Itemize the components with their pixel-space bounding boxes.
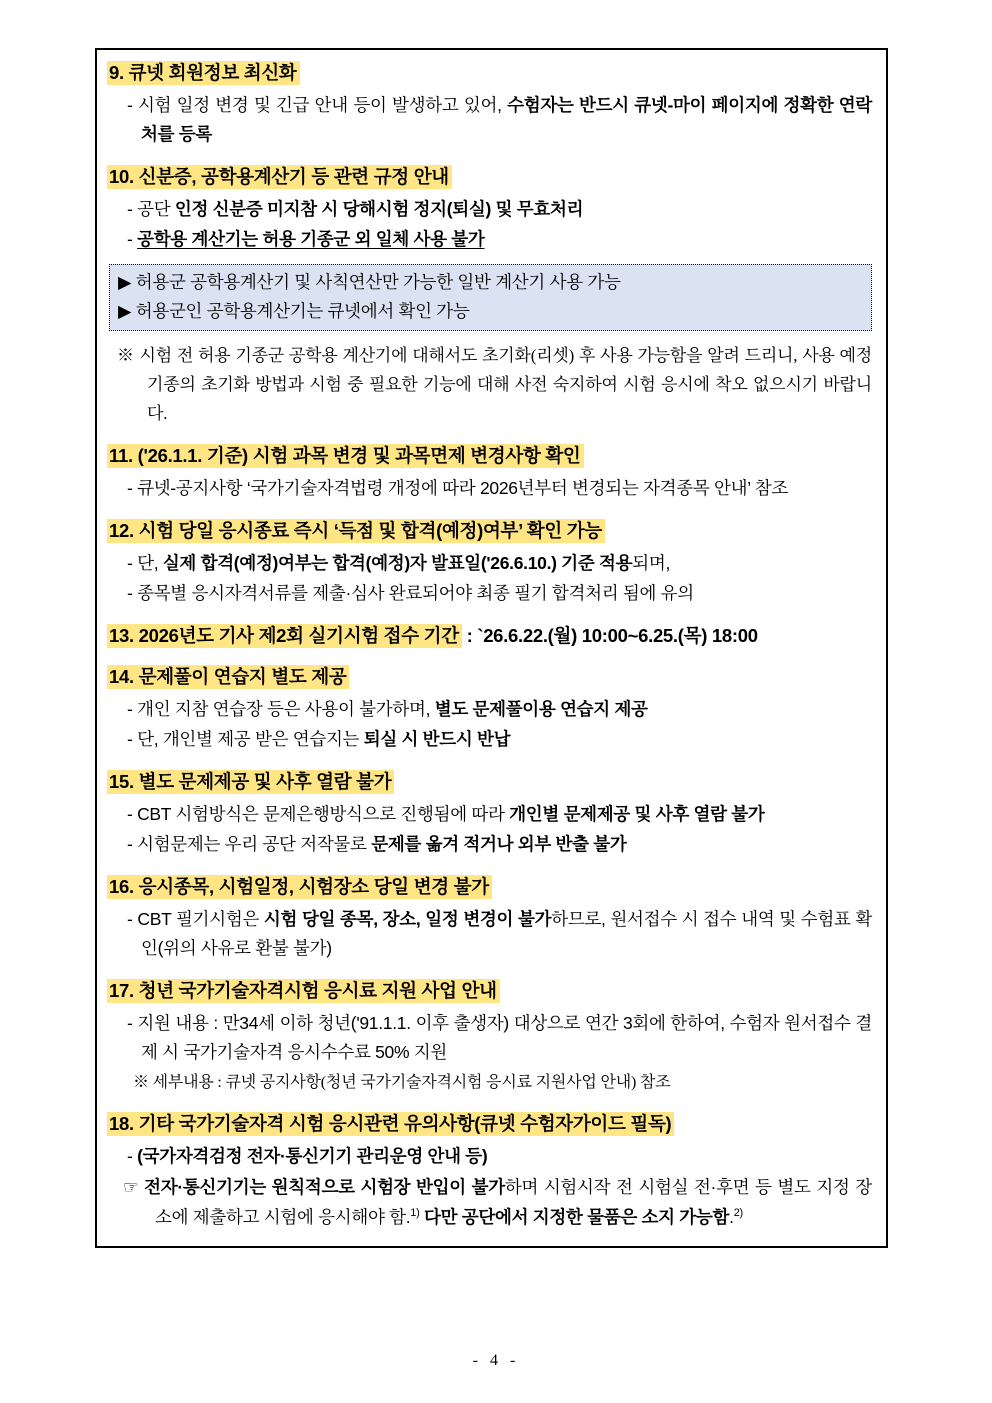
body-line [115, 800, 872, 829]
heading-highlight: 18. 기타 국가기술자격 시험 응시관련 유의사항(큐넷 수험자가이드 필독) [107, 1112, 674, 1136]
reference-note: ※ 시험 전 허용 기종군 공학용 계산기에 대해서도 초기화(리셋) 후 사용 가능함을 알려 드리니, 사용 예정 기종의 초기화 방법과 시험 중 필요한 기능에 대해 사전 숙지하여 시험 응시에 착오 없으시기 바랍니다. [117, 346, 872, 423]
section-heading [107, 518, 872, 544]
text-segment: 별도 문제풀이용 연습지 제공 [434, 699, 648, 719]
info-box-text: 허용군인 공학용계산기는 큐넷에서 확인 가능 [135, 301, 470, 321]
body-line [115, 1009, 872, 1067]
info-box-text: 허용군 공학용계산기 및 사칙연산만 가능한 일반 계산기 사용 가능 [135, 272, 621, 292]
text-segment: 단, 개인별 제공 받은 연습지는 [137, 729, 364, 749]
dash-bullet: - [127, 1146, 138, 1166]
body-line [115, 91, 872, 149]
text-segment: 하며 시험시작 전 시험실 전·후면 등 별도 지정 장소에 제출하고 시험에 응시해야 함. [155, 1177, 872, 1227]
pointer-line [123, 1173, 872, 1232]
text-segment: 개인별 문제제공 및 사후 열람 불가 [509, 804, 765, 824]
text-segment: 되며, [632, 553, 671, 573]
body-line [115, 195, 872, 224]
body-line [115, 725, 872, 754]
text-segment: 문제를 옮겨 적거나 외부 반출 불가 [371, 834, 627, 854]
text-segment: 공학용 계산기는 허용 기종군 외 일체 사용 불가 [137, 229, 485, 249]
section-heading [107, 874, 872, 900]
dash-bullet: - [127, 199, 138, 219]
heading-highlight: 16. 응시종목, 시험일정, 시험장소 당일 변경 불가 [107, 875, 492, 899]
text-segment: 시험 당일 종목, 장소, 일정 변경이 불가 [263, 909, 552, 929]
info-box [109, 264, 872, 331]
heading-highlight: 14. 문제풀이 연습지 별도 제공 [107, 665, 349, 689]
dash-bullet: - [127, 553, 138, 573]
dash-bullet: - [127, 95, 138, 115]
section-heading [107, 664, 872, 690]
reference-subnote: ※ 세부내용 : 큐넷 공지사항(청년 국가기술자격시험 응시료 지원사업 안내) 참조 [133, 1074, 671, 1091]
text-segment: . [729, 1206, 734, 1227]
text-segment: 수험자는 반드시 큐넷-마이 페이지에 정확한 연락처를 등록 [141, 95, 872, 144]
text-segment: 개인 지참 연습장 등은 사용이 불가하며, [137, 699, 435, 719]
body-line [115, 695, 872, 724]
heading-highlight: 13. 2026년도 기사 제2회 실기시험 접수 기간 [107, 624, 462, 648]
dash-bullet: - [127, 583, 138, 603]
info-box-item [118, 297, 861, 326]
section-heading [107, 769, 872, 795]
text-segment: 인정 신분증 미지참 시 당해시험 정지(퇴실) 및 무효처리 [174, 199, 584, 219]
section-heading [107, 1111, 872, 1137]
text-segment: 종목별 응시자격서류를 제출·심사 완료되어야 최종 필기 합격처리 됨에 유의 [137, 583, 694, 603]
dash-bullet: - [127, 729, 138, 749]
dash-bullet: - [127, 478, 138, 498]
page-number: - 4 - [472, 1352, 520, 1369]
text-segment: 하므로, 원서접수 시 접수 내역 및 수험표 확인(위의 사유로 환불 불가) [141, 909, 873, 958]
text-segment: 시험문제는 우리 공단 저작물로 [137, 834, 372, 854]
text-segment: (국가자격검정 전자·통신기기 관리운영 안내 등) [137, 1146, 488, 1166]
dash-bullet: - [127, 699, 138, 719]
body-line [115, 225, 872, 254]
heading-highlight: 17. 청년 국가기술자격시험 응시료 지원 사업 안내 [107, 979, 500, 1003]
info-box-item [118, 268, 861, 297]
body-line [115, 474, 872, 503]
text-segment: 전자·통신기기는 원칙적으로 시험장 반입이 불가 [144, 1177, 505, 1197]
dash-bullet: - [127, 909, 138, 929]
text-segment: CBT 필기시험은 [137, 909, 264, 929]
heading-tail: : `26.6.22.(월) 10:00~6.25.(목) 18:00 [461, 625, 758, 646]
body-line [115, 830, 872, 859]
pointing-hand-icon: ☞ [123, 1177, 145, 1197]
heading-highlight: 12. 시험 당일 응시종료 즉시 ‘득점 및 합격(예정)여부’ 확인 가능 [107, 519, 605, 543]
heading-highlight: 9. 큐넷 회원정보 최신화 [107, 61, 300, 85]
document-box [95, 48, 888, 1248]
text-segment: CBT 시험방식은 문제은행방식으로 진행됨에 따라 [137, 804, 510, 824]
text-segment: 실제 합격(예정)여부는 합격(예정)자 발표일('26.6.10.) 기준 적용 [162, 553, 633, 573]
dash-bullet: - [127, 229, 138, 249]
body-line [115, 549, 872, 578]
triangle-bullet-icon: ▶ [118, 301, 136, 321]
text-segment: 단, [137, 553, 163, 573]
heading-highlight: 11. ('26.1.1. 기준) 시험 과목 변경 및 과목면제 변경사항 확인 [107, 444, 584, 468]
body-line [115, 905, 872, 963]
text-segment: 퇴실 시 반드시 반납 [363, 729, 511, 749]
body-line [115, 1142, 872, 1171]
section-heading [107, 60, 872, 86]
heading-highlight: 15. 별도 문제제공 및 사후 열람 불가 [107, 770, 394, 794]
text-segment: 시험 일정 변경 및 긴급 안내 등이 발생하고 있어, [137, 95, 508, 115]
text-segment: 2) [733, 1206, 743, 1219]
section-heading [107, 164, 872, 190]
text-segment: 큐넷-공지사항 ‘국가기술자격법령 개정에 따라 2026년부터 변경되는 자격종목 안내’ 참조 [137, 478, 788, 498]
heading-highlight: 10. 신분증, 공학용계산기 등 관련 규정 안내 [107, 165, 452, 189]
section-heading [107, 623, 872, 649]
dash-bullet: - [127, 834, 138, 854]
text-segment: 공단 [137, 199, 175, 219]
section-heading [107, 978, 872, 1004]
text-segment: 다만 공단에서 지정한 물품은 소지 가능함 [424, 1206, 730, 1227]
text-segment: 지원 내용 : 만34세 이하 청년('91.1.1. 이후 출생자) 대상으로 연간 3회에 한하여, 수험자 원서접수 결제 시 국가기술자격 응시수수료 50% 지원 [137, 1013, 872, 1062]
triangle-bullet-icon: ▶ [118, 272, 136, 292]
text-segment: 1) [410, 1206, 420, 1219]
dash-bullet: - [127, 804, 138, 824]
section-heading [107, 443, 872, 469]
body-line [115, 579, 872, 608]
dash-bullet: - [127, 1013, 138, 1033]
